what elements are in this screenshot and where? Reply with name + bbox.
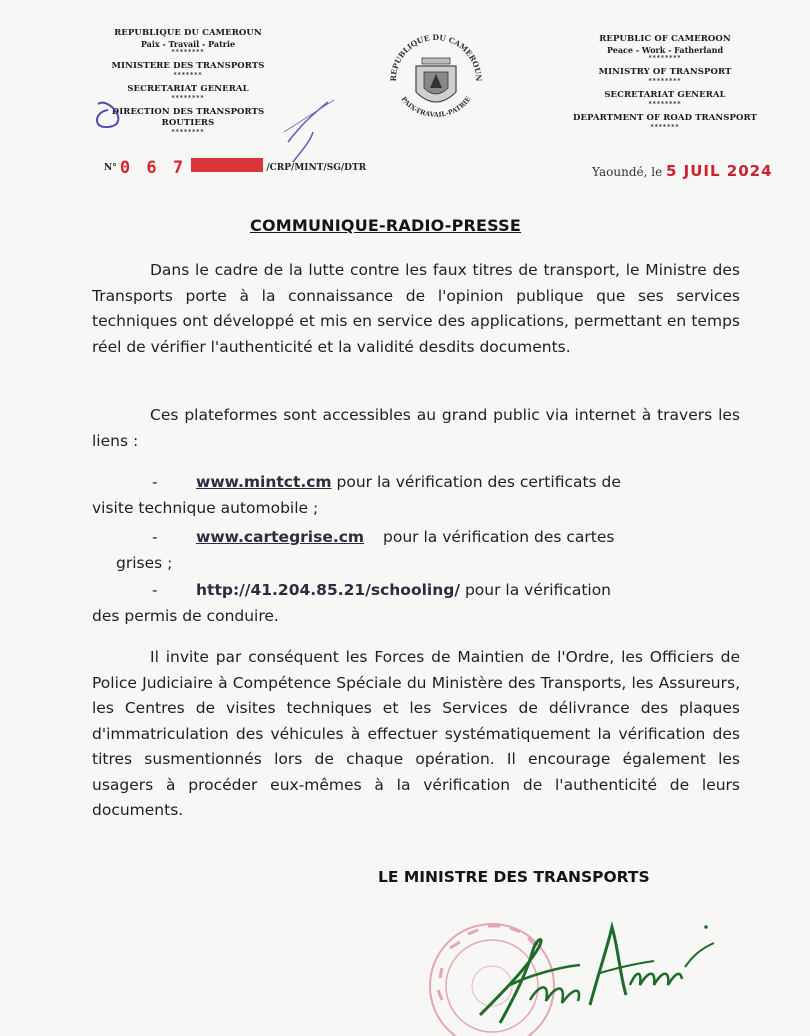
emblem-bottom-text: PAIX-TRAVAIL-PATRIE: [399, 95, 473, 119]
header-left-stars-3: ********: [171, 95, 205, 102]
date-line: [592, 162, 773, 180]
link-mintct-cont: visite technique automobile ;: [92, 498, 319, 517]
header-right: [560, 34, 770, 136]
date-place: Yaoundé, le: [592, 165, 663, 179]
header-left-motto: Paix - Travail - Patrie: [140, 39, 236, 49]
date-stamp: 5 JUIL 2024: [666, 162, 773, 180]
bullet-dash: -: [152, 581, 158, 599]
bullet-dash: -: [152, 528, 158, 546]
link-item-schooling: [92, 578, 740, 629]
header-right-motto: Peace - Work - Fatherland: [606, 45, 724, 55]
header-left-secretariat: SECRETARIAT GENERAL: [127, 84, 249, 94]
header-right-ministry: MINISTRY OF TRANSPORT: [598, 67, 732, 77]
header-right-stars-4: *******: [650, 124, 680, 131]
link-item-mintct: [92, 470, 740, 521]
ref-number-stamp: 0 6 7: [119, 158, 187, 178]
ref-redacted-bar: [191, 158, 263, 172]
signatory-title: LE MINISTRE DES TRANSPORTS: [378, 868, 650, 886]
header-left-stars-4: ********: [171, 129, 205, 136]
header-right-country: REPUBLIC OF CAMEROON: [599, 34, 731, 44]
header-right-stars-3: ********: [648, 101, 682, 108]
header-left-direction: DIRECTION DES TRANSPORTS ROUTIERS: [111, 107, 265, 128]
ref-suffix: /CRP/MINT/SG/DTR: [266, 163, 367, 173]
link-item-cartegrise: [92, 525, 740, 576]
coat-of-arms-emblem: [384, 30, 488, 130]
link-mintct-desc: pour la vérification des certificats de: [336, 473, 621, 491]
header-right-stars-2: ********: [648, 78, 682, 85]
emblem-top-text: REPUBLIQUE DU CAMEROUN: [388, 32, 484, 82]
link-cartegrise-desc: pour la vérification des cartes: [383, 528, 615, 546]
document-title: COMMUNIQUE-RADIO-PRESSE: [250, 216, 521, 235]
link-schooling-desc: pour la vérification: [464, 581, 612, 599]
header-left-ministry: MINISTERE DES TRANSPORTS: [111, 61, 265, 71]
header-right-stars: ********: [648, 55, 682, 62]
ref-prefix: N°: [104, 163, 117, 173]
header-left-stars: ********: [171, 49, 205, 56]
link-mintct[interactable]: www.mintct.cm: [196, 473, 332, 491]
paragraph-intro: Dans le cadre de la lutte contre les faux titres de transport, le Ministre des Transports porte à la connaissance de l'opinion publique que ses services techniques ont développé et mis en service des applications, permettant en temps réel de vérifier l'authenticité et la validité desdits documents.: [92, 261, 740, 356]
paragraph-platforms: Ces plateformes sont accessibles au grand public via internet à travers les liens :: [92, 406, 740, 450]
bullet-dash: -: [152, 473, 158, 491]
reference-number: [104, 158, 366, 178]
header-left-country: REPUBLIQUE DU CAMEROUN: [114, 28, 262, 38]
paragraph-invitation: Il invite par conséquent les Forces de Maintien de l'Ordre, les Officiers de Police Judiciaire à Compétence Spéciale du Ministère des Transports, les Assureurs, les Centres de visites techniques et les Services de délivrance des plaques d'immatriculation des véhicules à effectuer systématiquement la vérification des titres susmentionnés lors de chaque opération. Il encourage également les usagers à procéder eux-mêmes à la vérification de l'authenticité de leurs documents.: [92, 648, 740, 819]
header-right-department: DEPARTMENT OF ROAD TRANSPORT: [573, 113, 757, 123]
link-schooling-cont: des permis de conduire.: [92, 606, 279, 625]
minister-signature: [470, 905, 730, 1036]
link-cartegrise[interactable]: www.cartegrise.cm: [196, 528, 365, 546]
header-left-stars-2: *******: [173, 72, 203, 79]
header-right-secretariat: SECRETARIAT GENERAL: [604, 90, 726, 100]
link-schooling[interactable]: http://41.204.85.21/schooling/: [196, 581, 461, 599]
link-cartegrise-cont: grises ;: [116, 553, 173, 572]
